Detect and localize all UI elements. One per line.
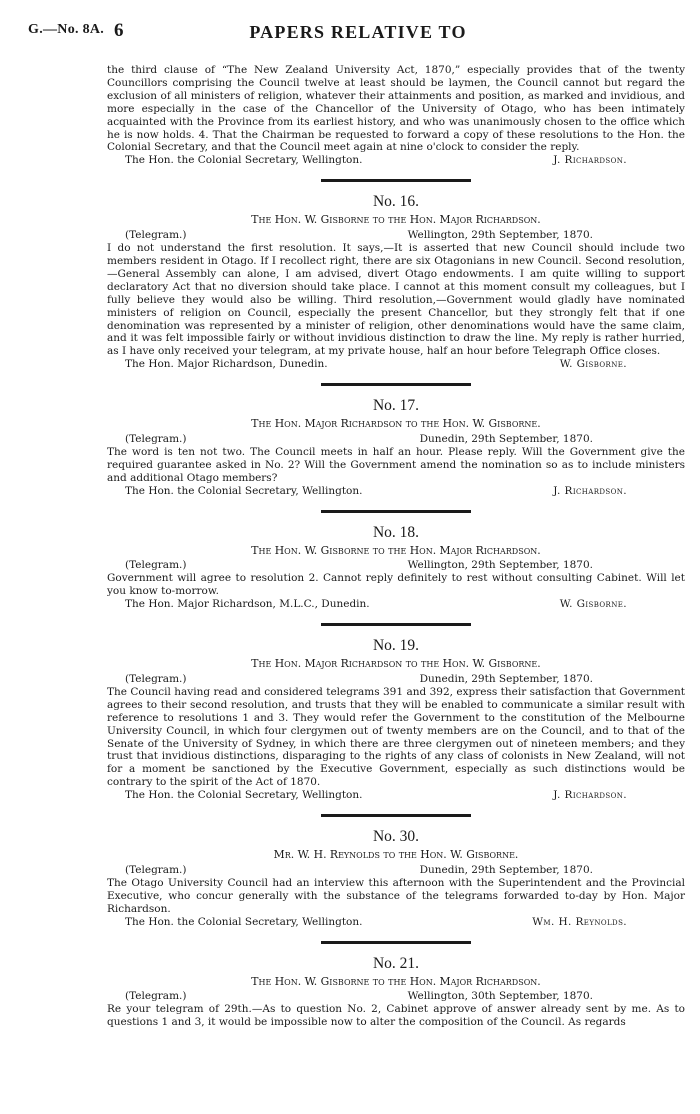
telegram-meta bbox=[107, 673, 685, 686]
section-sender-recipient: The Hon. Major Richardson to the Hon. W. Gisborne. bbox=[251, 657, 541, 671]
place-date: Dunedin, 29th September, 1870. bbox=[419, 433, 593, 446]
signature-line bbox=[107, 598, 685, 611]
place-date: Dunedin, 29th September, 1870. bbox=[419, 863, 593, 876]
section-sender-recipient: The Hon. W. Gisborne to the Hon. Major Richardson. bbox=[251, 974, 541, 988]
signature: J. Richardson. bbox=[553, 484, 627, 497]
addressee: The Hon. the Colonial Secretary, Wellington. bbox=[125, 484, 363, 497]
section-divider bbox=[321, 814, 471, 817]
signature: J. Richardson. bbox=[553, 789, 627, 802]
place-date: Wellington, 29th September, 1870. bbox=[407, 229, 593, 242]
intro-signature-line bbox=[107, 154, 685, 167]
section-number: No. 21. bbox=[372, 954, 420, 972]
intro-paragraph: the third clause of “The New Zealand University Act, 1870,” especially provides that of the twenty Councillors comprising the Council twelve at least should be laymen, the Council cannot but regard the exclusion of all ministers of religion, whatever their attainments and position, as marked and invidious, and more especially in the case of the Chancellor of the University of Otago, who has been intimately acquainted with the Province from its earliest history, and who was unanimously chosen to the office which he is now holds. 4. That the Chairman be requested to forward a copy of these resolutions to the Hon. the Colonial Secretary, and that the Council meet again at nine o'clock to consider the reply. bbox=[107, 64, 685, 154]
addressee: The Hon. the Colonial Secretary, Wellington. bbox=[125, 789, 363, 802]
section-sender-recipient: The Hon. W. Gisborne to the Hon. Major Richardson. bbox=[251, 213, 541, 227]
signature: W. Gisborne. bbox=[559, 358, 627, 371]
signature-line bbox=[107, 789, 685, 802]
telegram-meta bbox=[107, 229, 685, 242]
telegram-text: The Council having read and considered telegrams 391 and 392, express their satisfaction that Government agrees to their second resolution, and trusts that they will be enabled to communicate a similar result with reference to resolutions 1 and 3. They would refer the Government to the constitution of the Melbourne University Council, in which four clergymen out of twenty members are on the Council, and to that of the Senate of the University of Sydney, in which there are three clergymen out of nineteen members; and they trust that invidious distinctions, disparaging to the rights of any class of colonists in New Zealand, will not for a moment be sanctioned by the Executive Government, especially as such distinctions would be contrary to the spirit of the Act of 1870. bbox=[107, 685, 685, 789]
signature: J. Richardson. bbox=[553, 154, 627, 167]
running-title: PAPERS RELATIVE TO bbox=[249, 22, 467, 42]
section-number: No. 16. bbox=[372, 193, 420, 211]
telegram-text: Re your telegram of 29th.—As to question No. 2, Cabinet approve of answer already sent by me. As to questions 1 and 3, it would be impossible now to alter the composition of the Council. As regards bbox=[107, 1003, 685, 1029]
signature: Wm. H. Reynolds. bbox=[532, 915, 627, 928]
section-sender-recipient: Mr. W. H. Reynolds to the Hon. W. Gisborne. bbox=[273, 848, 519, 862]
section-number: No. 17. bbox=[372, 397, 420, 415]
document-body bbox=[107, 64, 685, 1029]
signature-line bbox=[107, 916, 685, 929]
section-divider bbox=[321, 383, 471, 386]
addressee: The Hon. the Colonial Secretary, Wellington. bbox=[125, 915, 363, 928]
telegram-text: I do not understand the first resolution. It says,—It is asserted that new Council should include two members resident in Otago. If I recollect right, there are six Otagonians in new Council. Second resolution,—General Assembly can alone, I am advised, divert Otago endowments. I am quite willing to support declaratory Act that no diversion should take place. I cannot at this moment consult my colleagues, but I fully believe they would also be willing. Third resolution,—Government would gladly have nominated ministers of religion on Council, especially the present Chancellor, but they strongly felt that if one denomination was represented by a minister of religion, other denominations would have the same claim, and it was felt impossible fairly or without invidious distinction to draw the line. My reply is rather hurried, as I have only received your telegram, at my private house, half an hour before Telegraph Office closes. bbox=[107, 242, 685, 358]
signature: W. Gisborne. bbox=[559, 598, 627, 611]
signature-line bbox=[107, 485, 685, 498]
telegram-label: (Telegram.) bbox=[125, 673, 187, 685]
signature-line bbox=[107, 358, 685, 371]
section-divider bbox=[321, 623, 471, 626]
place-date: Wellington, 30th September, 1870. bbox=[407, 990, 593, 1003]
addressee: The Hon. Major Richardson, M.L.C., Dunedin. bbox=[125, 598, 370, 611]
telegram-meta bbox=[107, 559, 685, 572]
section-sender-recipient: The Hon. W. Gisborne to the Hon. Major Richardson. bbox=[251, 543, 541, 557]
section-number: No. 18. bbox=[372, 523, 420, 541]
telegram-meta bbox=[107, 864, 685, 877]
place-date: Wellington, 29th September, 1870. bbox=[407, 559, 593, 572]
telegram-label: (Telegram.) bbox=[125, 863, 187, 876]
place-date: Dunedin, 29th September, 1870. bbox=[419, 673, 593, 685]
section-divider bbox=[321, 941, 471, 944]
telegram-label: (Telegram.) bbox=[125, 229, 187, 242]
telegram-text: The word is ten not two. The Council meets in half an hour. Please reply. Will the Government give the required guarantee asked in No. 2? Will the Government amend the nomination so as to include ministers and additional Otago members? bbox=[107, 445, 685, 484]
telegram-meta bbox=[107, 433, 685, 446]
telegram-meta bbox=[107, 990, 685, 1003]
section-divider bbox=[321, 179, 471, 182]
section-divider bbox=[321, 510, 471, 513]
section-sender-recipient: The Hon. Major Richardson to the Hon. W. Gisborne. bbox=[251, 417, 541, 431]
telegram-label: (Telegram.) bbox=[125, 433, 187, 446]
page-number: 6 bbox=[114, 20, 124, 41]
paper-reference: G.—No. 8A. bbox=[28, 22, 105, 37]
telegram-text: The Otago University Council had an interview this afternoon with the Superintendent and the Provincial Executive, who concur generally with the substance of the telegrams forwarded to-day by Hon. Major Richardson. bbox=[107, 876, 685, 915]
page-header bbox=[28, 22, 688, 44]
telegram-label: (Telegram.) bbox=[125, 990, 187, 1003]
telegram-label: (Telegram.) bbox=[125, 559, 187, 572]
section-number: No. 19. bbox=[372, 637, 420, 655]
addressee: The Hon. Major Richardson, Dunedin. bbox=[125, 358, 328, 371]
telegram-text: Government will agree to resolution 2. Cannot reply definitely to rest without consulting Cabinet. Will let you know to-morrow. bbox=[107, 572, 685, 598]
addressee: The Hon. the Colonial Secretary, Wellington. bbox=[125, 154, 363, 167]
section-number: No. 30. bbox=[372, 828, 420, 846]
